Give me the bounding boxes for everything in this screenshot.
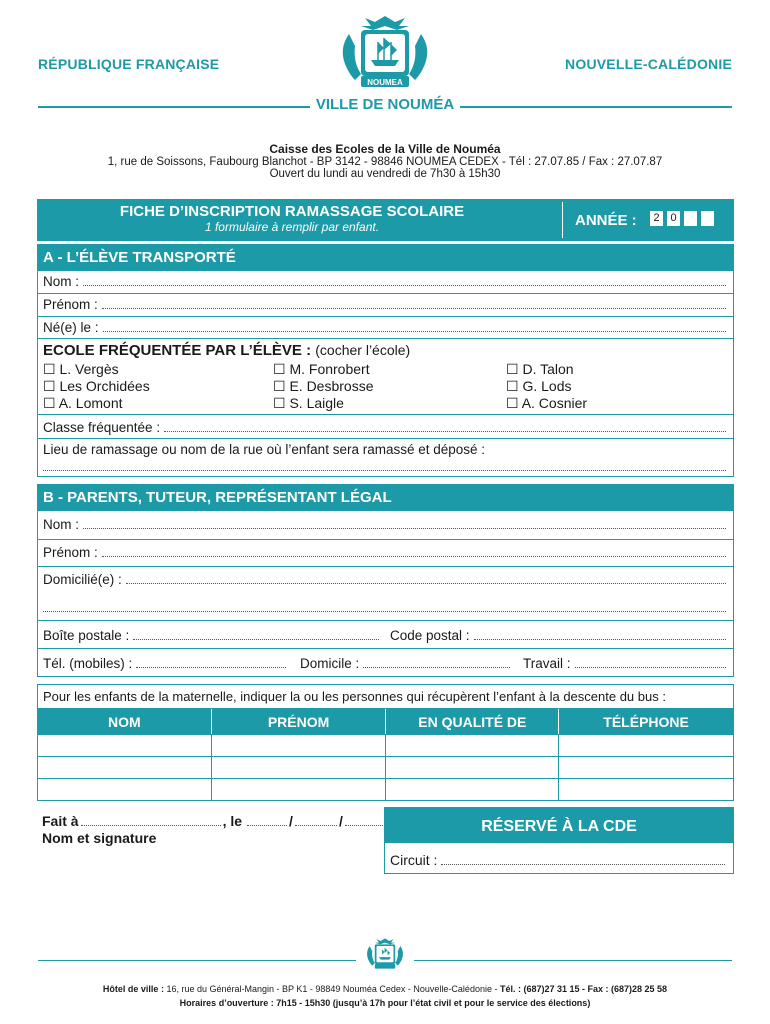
year-digit-2[interactable]: 0 [667,211,680,226]
school-option[interactable]: ☐ L. Vergès [43,361,119,377]
fait-a-line[interactable] [81,825,221,826]
date-day-line[interactable] [247,825,287,826]
year-digit-4[interactable] [701,211,714,226]
boite-postale-line[interactable] [133,628,379,640]
travail-label: Travail : [523,656,571,671]
boite-postale-field[interactable] [43,628,379,643]
parent-prenom-label: Prénom : [43,545,98,560]
divider [38,620,733,621]
year-digit-3[interactable] [684,211,697,226]
fait-a-label: Fait à [42,813,79,829]
checkbox-icon[interactable]: ☐ [273,361,286,377]
table-header-row [38,710,734,735]
domicilie-line-2[interactable] [43,600,726,612]
eleve-prenom-label: Prénom : [43,297,98,312]
table-cell[interactable] [38,735,212,757]
checkbox-icon[interactable]: ☐ [43,395,56,411]
divider [38,648,733,649]
tel-mobile-field[interactable] [43,656,286,671]
footer-hours: Horaires d’ouverture : 7h15 - 15h30 (jusqu’à 17h pour l’état civil et pour le service des élections) [179,998,591,1008]
table-cell[interactable] [386,779,559,801]
checkbox-icon[interactable]: ☐ [506,361,519,377]
date-slash: / [338,813,343,829]
form-title-box [37,199,734,241]
form-title: FICHE D’INSCRIPTION RAMASSAGE SCOLAIRE [119,203,465,220]
parent-prenom-line[interactable] [102,545,726,557]
classe-line[interactable] [164,420,726,432]
school-option[interactable]: ☐ A. Cosnier [506,395,588,411]
school-option[interactable]: ☐ S. Laigle [273,395,344,411]
caisse-address: 1, rue de Soissons, Faubourg Blanchot - BP 3142 - 98846 NOUMEA CEDEX - Tél : 27.07.85 / Fax : 27.07.87 [107,155,663,168]
school-option[interactable]: ☐ M. Fonrobert [273,361,370,377]
boite-postale-label: Boîte postale : [43,628,130,643]
lieu-label-row [43,442,726,457]
maternelle-note: Pour les enfants de la maternelle, indiquer la ou les personnes qui récupèrent l’enfant à la descente du bus : [43,689,666,704]
checkbox-icon[interactable]: ☐ [273,395,286,411]
lieu-line[interactable] [43,459,726,471]
travail-line[interactable] [575,656,726,668]
table-row [38,735,734,757]
section-b-heading: B - PARENTS, TUTEUR, REPRÉSENTANT LÉGAL [37,484,734,511]
travail-field[interactable] [523,656,726,671]
eleve-naissance-line[interactable] [103,320,726,332]
header-republique: RÉPUBLIQUE FRANÇAISE [38,56,220,72]
date-slash: / [289,813,293,829]
parent-nom-label: Nom : [43,517,80,532]
table-cell[interactable] [559,779,734,801]
eleve-nom-line[interactable] [83,274,726,286]
table-cell[interactable] [386,757,559,779]
checkbox-icon[interactable]: ☐ [273,378,286,394]
year-digit-1[interactable]: 2 [650,211,663,226]
eleve-prenom-line[interactable] [102,297,726,309]
eleve-naissance-label: Né(e) le : [43,320,99,335]
table-cell[interactable] [211,735,386,757]
eleve-nom-label: Nom : [43,274,80,289]
classe-label: Classe fréquentée : [43,420,161,435]
domicile-line[interactable] [363,656,510,668]
parent-nom-line[interactable] [83,517,726,529]
col-nom: NOM [38,710,212,735]
table-cell[interactable] [38,779,212,801]
footer-divider-left [38,960,356,961]
table-row [38,757,734,779]
logo-text: NOUMEA [367,78,403,87]
classe-field[interactable] [43,420,726,435]
date-month-line[interactable] [295,825,337,826]
eleve-prenom-field[interactable] [43,297,726,312]
noumea-coat-of-arms-icon [331,14,439,96]
table-cell[interactable] [559,735,734,757]
eleve-naissance-field[interactable] [43,320,726,335]
domicilie-field-2[interactable] [43,600,726,612]
divider [38,338,733,339]
ville-de-noumea: VILLE DE NOUMÉA [0,96,770,113]
eleve-nom-field[interactable] [43,274,726,289]
reserve-cde-heading: RÉSERVÉ À LA CDE [385,808,733,843]
reserve-cde-box [384,807,734,874]
domicilie-label: Domicilié(e) : [43,572,122,587]
table-cell[interactable] [386,735,559,757]
domicile-label: Domicile : [300,656,360,671]
parent-prenom-field[interactable] [43,545,726,560]
caisse-hours: Ouvert du lundi au vendredi de 7h30 à 15h30 [269,168,501,180]
divider [38,566,733,567]
footer-address: Hôtel de ville : 16, rue du Général-Mangin - BP K1 - 98849 Nouméa Cedex - Nouvelle-Calédonie - Tél. : (687)27 31 15 - Fax : (687)28 25 58 [102,984,668,994]
parent-nom-field[interactable] [43,517,726,532]
fait-a-row[interactable] [42,813,385,829]
domicile-field[interactable] [300,656,510,671]
table-cell[interactable] [211,779,386,801]
nom-signature-label: Nom et signature [42,830,157,846]
code-postal-label: Code postal : [390,628,470,643]
tel-mobile-label: Tél. (mobiles) : [43,656,133,671]
noumea-small-logo-icon [362,936,408,974]
col-qualite: EN QUALITÉ DE [386,710,559,735]
divider [38,438,733,439]
caisse-info [0,143,770,181]
divider [38,539,733,540]
school-option[interactable]: ☐ D. Talon [506,361,574,377]
tel-mobile-line[interactable] [136,656,286,668]
ecole-title: ECOLE FRÉQUENTÉE PAR L’ÉLÈVE : (cocher l’école) [43,342,411,359]
section-a-heading: A - L’ÉLÈVE TRANSPORTÉ [37,244,734,271]
code-postal-field[interactable] [390,628,726,643]
checkbox-icon[interactable]: ☐ [43,378,56,394]
form-subtitle: 1 formulaire à remplir par enfant. [204,220,380,234]
divider [38,414,733,415]
school-option[interactable]: ☐ E. Desbrosse [273,378,374,394]
header-caledonie: NOUVELLE-CALÉDONIE [565,56,732,72]
date-year-line[interactable] [345,825,383,826]
checkbox-icon[interactable]: ☐ [506,378,519,394]
school-option[interactable]: ☐ G. Lods [506,378,572,394]
col-telephone: TÉLÉPHONE [559,710,734,735]
circuit-field[interactable] [390,852,725,868]
col-prenom: PRÉNOM [211,710,386,735]
circuit-line[interactable] [441,853,725,865]
domicilie-field[interactable] [43,572,726,587]
school-option[interactable]: ☐ Les Orchidées [43,378,150,394]
footer-divider-right [414,960,732,961]
lieu-field[interactable] [43,459,726,471]
table-cell[interactable] [211,757,386,779]
divider [38,316,733,317]
school-option[interactable]: ☐ A. Lomont [43,395,123,411]
lieu-label: Lieu de ramassage ou nom de la rue où l’enfant sera ramassé et déposé : [43,442,486,457]
pickup-table [37,709,734,801]
checkbox-icon[interactable]: ☐ [506,395,519,411]
divider [38,293,733,294]
table-cell[interactable] [559,757,734,779]
domicilie-line[interactable] [126,572,726,584]
table-row [38,779,734,801]
annee-label: ANNÉE : [575,212,637,229]
checkbox-icon[interactable]: ☐ [43,361,56,377]
circuit-label: Circuit : [390,852,438,868]
title-separator [562,202,563,238]
code-postal-line[interactable] [474,628,726,640]
table-cell[interactable] [38,757,212,779]
caisse-name: Caisse des Ecoles de la Ville de Nouméa [269,142,501,156]
le-label: , le [222,813,243,829]
